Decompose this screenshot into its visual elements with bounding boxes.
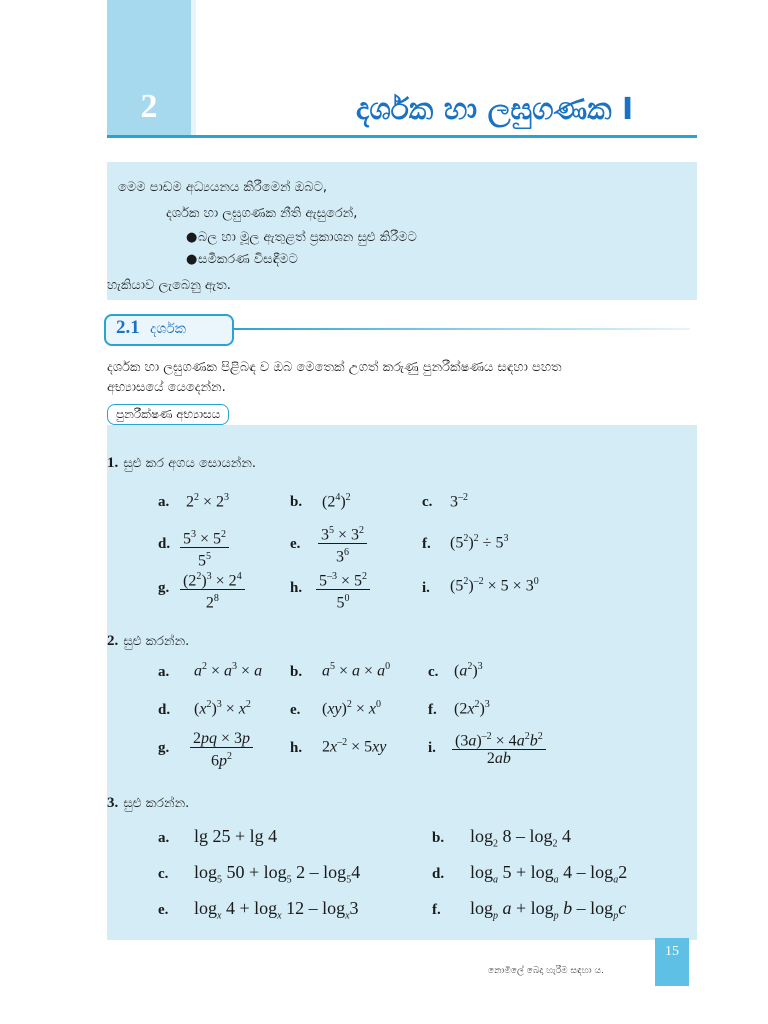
q2-expr-i: $\frac{(3a)^{-2} \times 4a^2b^2}{2ab}$	[452, 728, 546, 767]
q1-expr-i: $(5^2)^{-2} \times 5 \times 3^0$	[450, 576, 539, 595]
q1-expr-b: $(2^4)^2$	[322, 492, 351, 511]
objective-bullet-1: බල හා මූල ඇතුළත් ප්‍රකාශන සුළු කිරීමට	[198, 230, 417, 245]
q1-label-a: a.	[158, 494, 170, 510]
q3-label-e: e.	[158, 902, 169, 918]
q1-number: 1.	[107, 455, 119, 471]
q2-expr-f: $(2x^2)^3$	[454, 699, 490, 718]
header-strip	[191, 0, 196, 135]
q2-expr-a: $a^2 \times a^3 \times a$	[194, 661, 263, 680]
q2-expr-b: $a^5 \times a \times a^0$	[322, 661, 391, 680]
q2-expr-d: $(x^2)^3 \times x^2$	[194, 699, 251, 718]
q3-label-c: c.	[158, 866, 169, 882]
q3-expr-e: $\log_x 4 + \log_x 12 - \log_x3$	[194, 898, 359, 922]
q1-label-c: c.	[422, 494, 433, 510]
q3-expr-c: $\log_5 50 + \log_5 2 - \log_54$	[194, 862, 361, 886]
chapter-title: දර්ශක හා ලඝුගණක I	[356, 92, 634, 127]
q2-label-f: f.	[428, 702, 437, 718]
q3-label-a: a.	[158, 830, 170, 846]
q1-label-e: e.	[290, 536, 301, 552]
q2-label-e: e.	[290, 702, 301, 718]
bullet-2: ●	[186, 252, 198, 267]
q2-label-g: g.	[158, 740, 170, 756]
intro-line-1: දර්ශක හා ලඝුගණක පිළිබඳ ව ඔබ මෙතෙක් උගත් කරුණු පුනරීක්ෂණය සඳහා පහත	[107, 360, 562, 375]
q2-label-i: i.	[428, 740, 436, 756]
exercise-title: පුනරීක්ෂණ අභ්‍යාසය	[107, 404, 229, 425]
q2-heading	[107, 630, 189, 650]
intro-line-2: අභ්‍යාසයේ යෙදෙන්න.	[107, 380, 226, 395]
q2-expr-e: $(xy)^2 \times x^0$	[322, 699, 381, 718]
bullet-1: ●	[186, 230, 198, 245]
q2-expr-h: $2x^{-2} \times 5xy$	[322, 737, 387, 756]
q3-label-d: d.	[432, 866, 445, 882]
q3-expr-f: $\log_p a + \log_p b - \log_pc$	[470, 898, 627, 922]
q3-heading	[107, 792, 189, 812]
q2-number: 2.	[107, 633, 119, 649]
q3-number: 3.	[107, 795, 119, 811]
q3-label-b: b.	[432, 830, 445, 846]
q3-label-f: f.	[432, 902, 441, 918]
q2-expr-c: $(a^2)^3$	[454, 661, 483, 680]
section-title: දර්ශක	[150, 321, 187, 337]
q1-expr-g: $\frac{(2^2)^3 \times 2^4}{2^8}$	[180, 568, 245, 612]
header-rule	[107, 135, 697, 138]
q2-label-c: c.	[428, 664, 439, 680]
q2-label-d: d.	[158, 702, 171, 718]
objective-bullet-2: සමීකරණ විසඳීමට	[198, 252, 298, 267]
q2-label-a: a.	[158, 664, 170, 680]
q1-instruction: සුළු කර අගය සොයන්න.	[123, 456, 257, 471]
q2-instruction: සුළු කරන්න.	[123, 634, 190, 649]
section-number: 2.1	[116, 317, 140, 338]
q2-label-b: b.	[290, 664, 303, 680]
q1-label-g: g.	[158, 580, 170, 596]
q3-expr-a: lg 25 + lg 4	[194, 826, 278, 846]
q1-expr-c: $3^{-2}$	[450, 492, 468, 511]
q1-expr-d: $\frac{5^3 \times 5^2}{5^5}$	[180, 526, 229, 570]
q1-expr-e: $\frac{3^5 \times 3^2}{3^6}$	[318, 522, 367, 566]
q1-heading	[107, 452, 256, 472]
section-heading-line	[232, 328, 690, 330]
objectives-outro: හැකියාව ලැබෙනු ඇත.	[107, 278, 231, 293]
q1-label-h: h.	[290, 580, 303, 596]
q3-expr-d: $\log_a 5 + \log_a 4 - \log_a2$	[470, 862, 628, 886]
q2-label-h: h.	[290, 740, 303, 756]
q1-label-i: i.	[422, 580, 430, 596]
q3-instruction: සුළු කරන්න.	[123, 796, 190, 811]
objectives-intro: මෙම පාඩම අධ්‍යයනය කිරීමෙන් ඔබට,	[118, 180, 328, 195]
q1-expr-a: $2^2 \times 2^3$	[186, 492, 230, 511]
objectives-lead: දර්ශක හා ලඝුගණක නීති ඇසුරෙන්,	[166, 206, 358, 221]
footer-note: නොමිලේ බෙදා හැරීම සඳහා ය.	[488, 966, 604, 976]
q1-label-d: d.	[158, 536, 171, 552]
q2-expr-g: $\frac{2pq \times 3p}{6p^2}$	[190, 730, 253, 769]
q1-label-b: b.	[290, 494, 303, 510]
q1-expr-f: $(5^2)^2 \div 5^3$	[450, 533, 509, 552]
q1-label-f: f.	[422, 536, 431, 552]
chapter-number: 2	[140, 88, 158, 125]
q1-expr-h: $\frac{5^{-3} \times 5^2}{5^0}$	[316, 568, 370, 612]
page-number: 15	[665, 944, 679, 959]
q3-expr-b: $\log_2 8 - \log_2 4$	[470, 826, 572, 850]
